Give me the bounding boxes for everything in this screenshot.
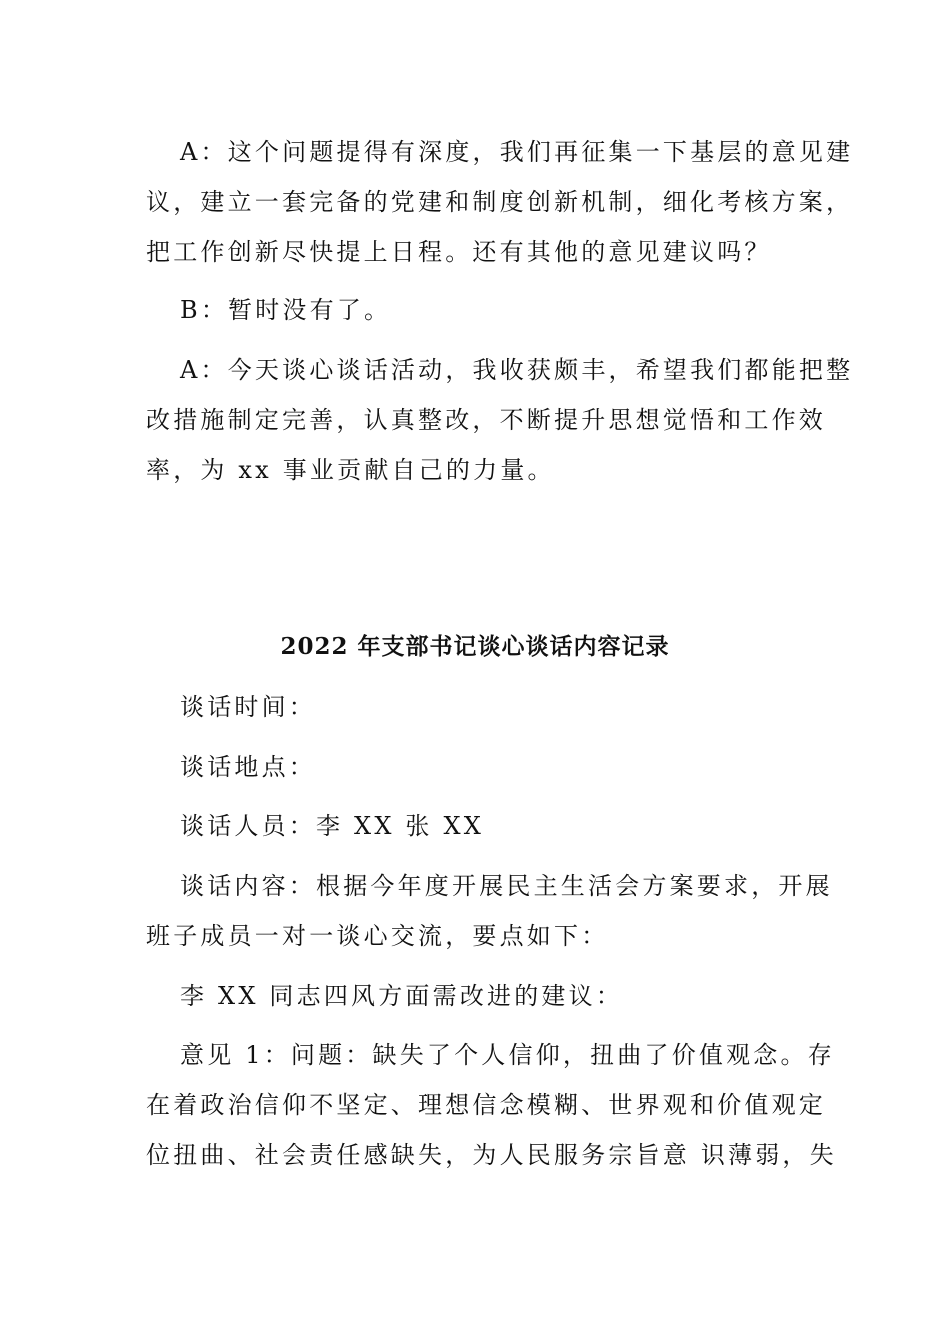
subject-line: 李 XX 同志四风方面需改进的建议： [180, 982, 624, 1010]
talk-people-line: 谈话人员：李 XX 张 XX [180, 812, 485, 840]
talk-content-line: 谈话内容：根据今年度开展民主生活会方案要求，开展 [180, 872, 833, 900]
paragraph-line: 率，为 xx 事业贡献自己的力量。 [146, 456, 555, 484]
talk-place-label: 谈话地点： [180, 753, 316, 781]
paragraph-line: A：这个问题提得有深度，我们再征集一下基层的意见建 [180, 138, 854, 166]
record-title: 2022 年支部书记谈心谈话内容记录 [280, 633, 670, 660]
paragraph-line: 议，建立一套完备的党建和制度创新机制，细化考核方案， [146, 188, 854, 216]
paragraph-line: A：今天谈心谈话活动，我收获颇丰，希望我们都能把整 [180, 356, 854, 384]
paragraph-line: 改措施制定完善，认真整改，不断提升思想觉悟和工作效 [146, 406, 826, 434]
opinion-line: 位扭曲、社会责任感缺失，为人民服务宗旨意 识薄弱，失 [146, 1141, 837, 1169]
talk-content-line: 班子成员一对一谈心交流，要点如下： [146, 922, 609, 950]
opinion-line: 在着政治信仰不坚定、理想信念模糊、世界观和价值观定 [146, 1091, 826, 1119]
opinion-line: 意见 1：问题：缺失了个人信仰，扭曲了价值观念。存 [180, 1041, 835, 1069]
paragraph-line: 把工作创新尽快提上日程。还有其他的意见建议吗？ [146, 238, 772, 266]
paragraph-line: B：暂时没有了。 [180, 296, 392, 324]
talk-time-label: 谈话时间： [180, 693, 316, 721]
